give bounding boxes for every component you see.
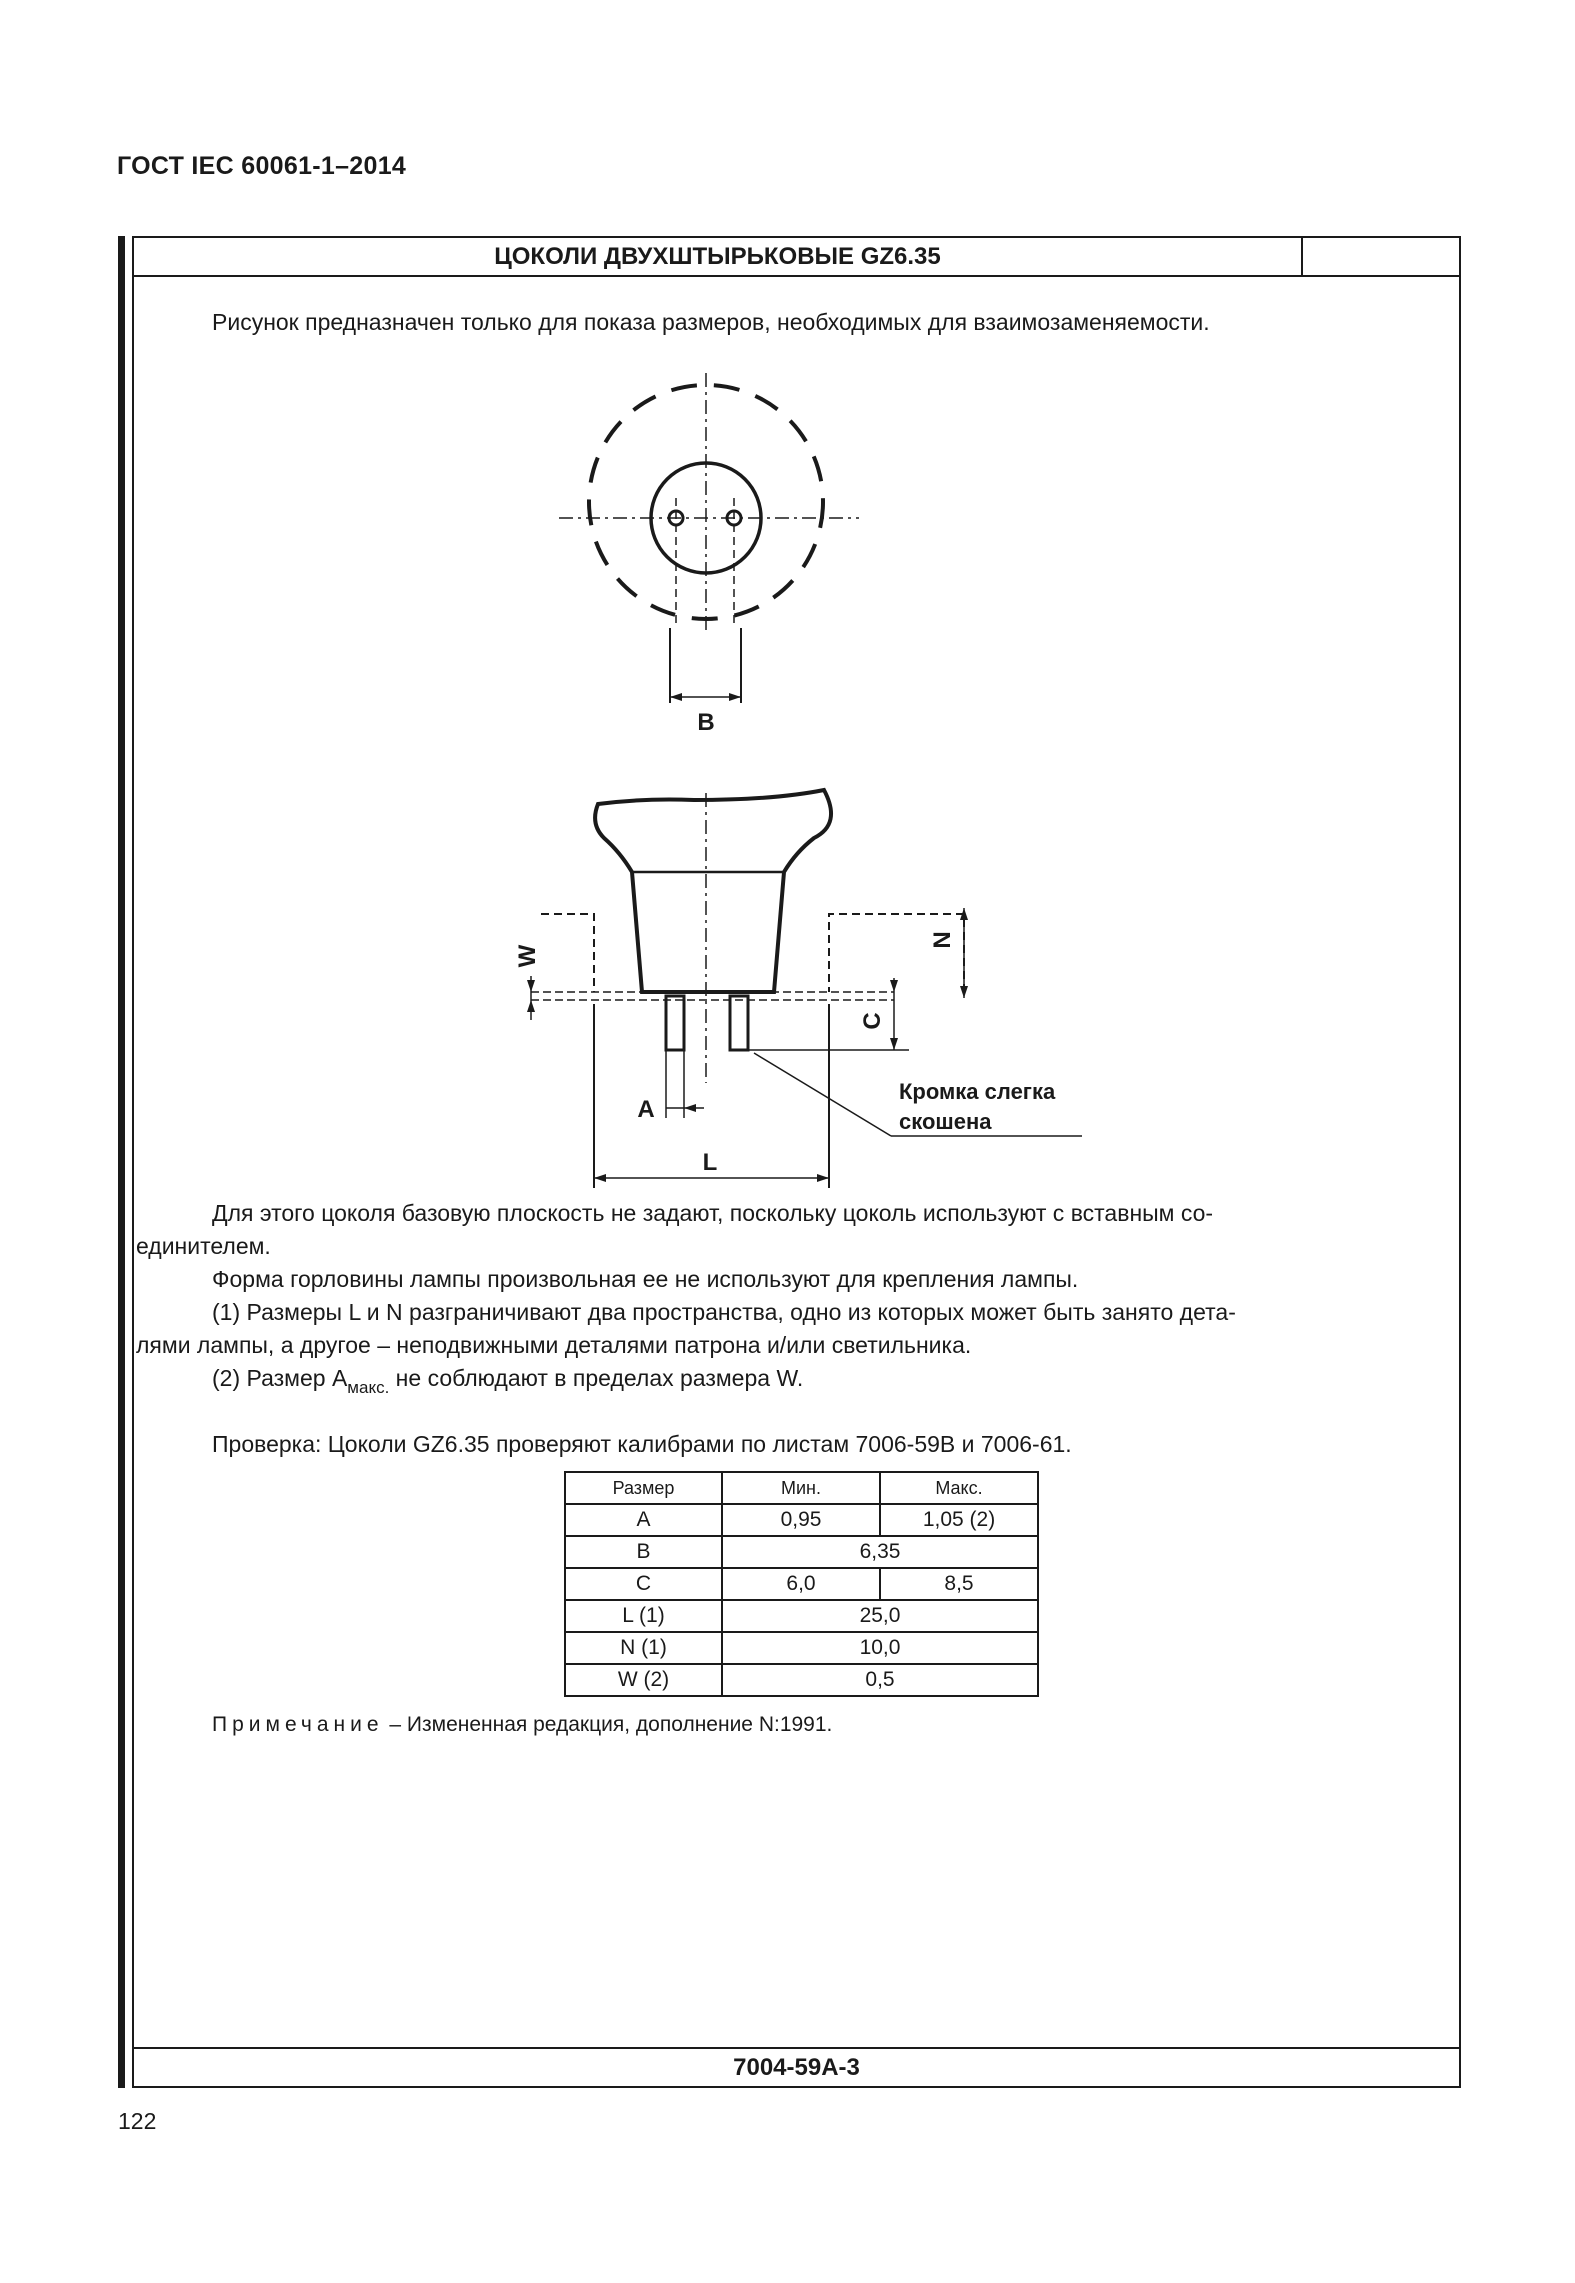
p4-subscript: макс. — [347, 1378, 390, 1397]
bulb-outline — [595, 790, 831, 992]
intro-text: Рисунок предназначен только для показа размеров, необходимых для взаимозаменяемости. — [212, 309, 1210, 335]
sheet-title: ЦОКОЛИ ДВУХШТЫРЬКОВЫЕ GZ6.35 — [134, 238, 1303, 275]
cell-min: 0,95 — [722, 1504, 880, 1536]
table-row — [565, 1600, 1038, 1632]
pin-left — [666, 996, 684, 1050]
sheet-footer-code: 7004-59А-3 — [134, 2047, 1459, 2086]
document-code: ГОСТ IEC 60061-1–2014 — [117, 152, 407, 180]
header-max: Макс. — [880, 1472, 1038, 1504]
table-row — [565, 1632, 1038, 1664]
paragraph-dims-l-n-line-2: лями лампы, а другое – неподвижными деталями патрона и/или светильника. — [136, 1332, 972, 1358]
left-margin-bar — [118, 236, 125, 2088]
paragraph-base-plane-line-2: единителем. — [136, 1233, 271, 1259]
paragraph-dims-l-n-line-1 — [212, 1296, 1452, 1329]
cell-value: 0,5 — [722, 1664, 1038, 1696]
cell-dim: A — [565, 1504, 722, 1536]
paragraph-dim-a-max — [212, 1362, 803, 1404]
note-label: Примечание — [212, 1713, 384, 1736]
edge-note-line-1: Кромка слегка — [899, 1079, 1056, 1104]
cell-value: 25,0 — [722, 1600, 1038, 1632]
cell-value: 10,0 — [722, 1632, 1038, 1664]
header-size: Размер — [565, 1472, 722, 1504]
dimensions-table — [564, 1471, 1039, 1697]
paragraph-neck-shape: Форма горловины лампы произвольная ее не используют для крепления лампы. — [212, 1266, 1079, 1292]
p4-prefix: (2) Размер A — [212, 1365, 348, 1391]
header-min: Мин. — [722, 1472, 880, 1504]
p1-line1: Для этого цоколя базовую плоскость не задают, поскольку цоколь используют с вставным со- — [212, 1200, 1214, 1226]
note — [212, 1713, 832, 1737]
paragraph-check: Проверка: Цоколи GZ6.35 проверяют калибрами по листам 7006-59В и 7006-61. — [212, 1431, 1072, 1457]
table-row — [565, 1536, 1038, 1568]
cell-max: 8,5 — [880, 1568, 1038, 1600]
cell-max: 1,05 (2) — [880, 1504, 1038, 1536]
cell-min: 6,0 — [722, 1568, 880, 1600]
label-l: L — [702, 1149, 718, 1176]
pin-right — [730, 996, 748, 1050]
p4-suffix: не соблюдают в пределах размера W. — [389, 1365, 804, 1391]
cell-dim: C — [565, 1568, 722, 1600]
label-b: В — [697, 709, 715, 736]
label-a: А — [637, 1096, 655, 1123]
table-row — [565, 1568, 1038, 1600]
cell-dim: L (1) — [565, 1600, 722, 1632]
label-n: N — [929, 931, 956, 949]
sheet-frame — [132, 236, 1461, 2088]
paragraph-base-plane-line-1 — [212, 1197, 1452, 1230]
cell-value: 6,35 — [722, 1536, 1038, 1568]
cell-dim: W (2) — [565, 1664, 722, 1696]
cell-dim: N (1) — [565, 1632, 722, 1664]
label-c: C — [859, 1012, 886, 1030]
note-text: – Измененная редакция, дополнение N:1991. — [383, 1713, 833, 1736]
table-header-row — [565, 1472, 1038, 1504]
technical-drawing — [134, 238, 1459, 1198]
edge-note-line-2: скошена — [899, 1109, 992, 1134]
table-row — [565, 1504, 1038, 1536]
label-w: W — [514, 944, 541, 968]
p3-line1: (1) Размеры L и N разграничивают два пространства, одно из которых может быть занято дета- — [212, 1299, 1236, 1325]
page-number: 122 — [118, 2108, 157, 2134]
table-row — [565, 1664, 1038, 1696]
cell-dim: B — [565, 1536, 722, 1568]
